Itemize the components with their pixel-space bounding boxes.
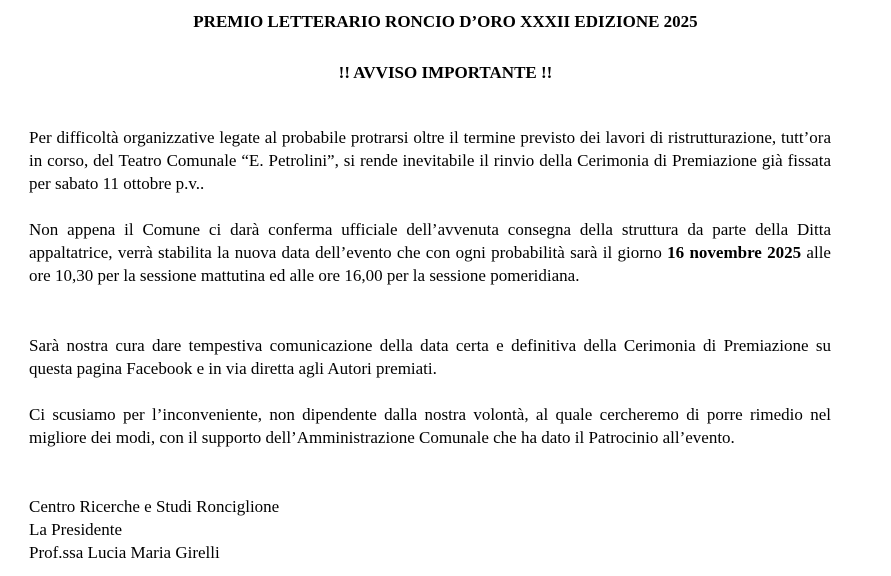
signature-name: Prof.ssa Lucia Maria Girelli (29, 543, 220, 562)
new-date-highlight: 16 novembre 2025 (667, 243, 802, 262)
paragraph-communication: Sarà nostra cura dare tempestiva comunicazione della data certa e definitiva della Cerimonia di Premiazione su questa pagina Facebook e in via diretta agli Autori premiati. (29, 336, 831, 378)
paragraph-postponement: Per difficoltà organizzative legate al probabile protrarsi oltre il termine previsto dei lavori di ristrutturazione, tutt’ora in corso, del Teatro Comunale “E. Petrolini”, si rende inevitabile il rinvio della Cerimonia di Premiazione già fissata per sabato 11 ottobre p.v.. (29, 128, 831, 193)
paragraph-new-date-text-end: alle ore 10,30 per la sessione mattutina ed alle ore 16,00 per la sessione pomeridiana. (29, 243, 831, 285)
paragraph-apology: Ci scusiamo per l’inconveniente, non dipendente dalla nostra volontà, al quale cercheremo di porre rimedio nel migliore dei modi, con il supporto dell’Amministrazione Comunale che ha dato il Patrocinio all’evento. (29, 405, 831, 447)
document-title: PREMIO LETTERARIO RONCIO D’ORO XXXII EDIZIONE 2025 (193, 12, 698, 31)
paragraph-new-date (29, 218, 831, 287)
signature-role: La Presidente (29, 520, 122, 539)
paragraph-new-date-text-start: Non appena il Comune ci darà conferma ufficiale dell’avvenuta consegna della struttura da parte della Ditta appaltatrice, verrà stabilita la nuova data dell’evento che con ogni probabilità sarà il giorno (29, 220, 831, 262)
important-notice-heading: !! AVVISO IMPORTANTE !! (338, 63, 553, 82)
signature-organization: Centro Ricerche e Studi Ronciglione (29, 497, 280, 516)
